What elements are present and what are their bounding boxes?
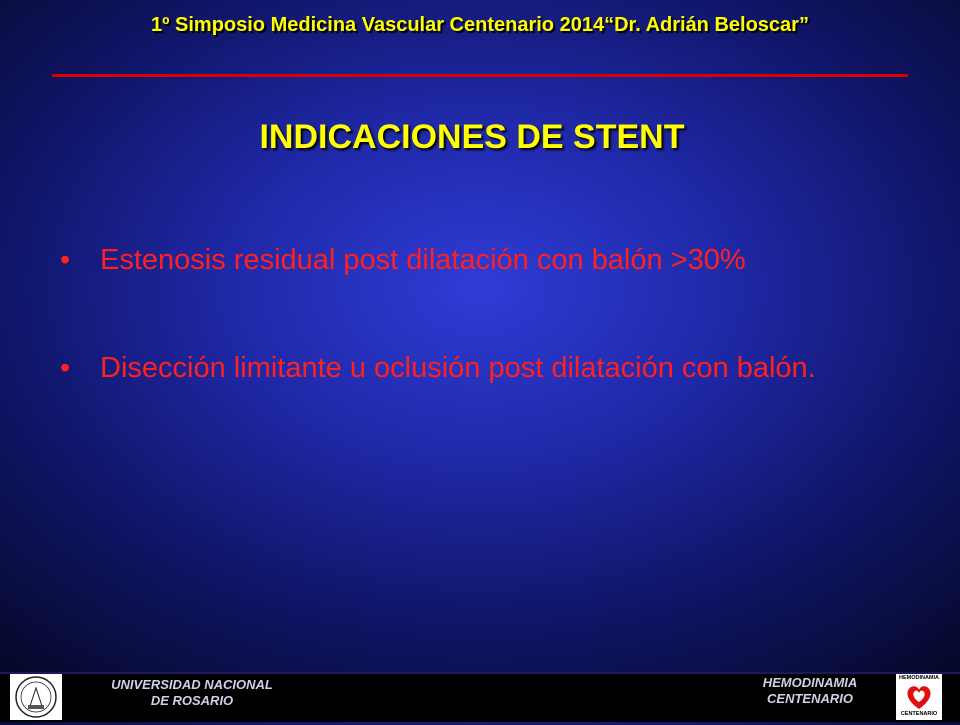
bullet-text: Estenosis residual post dilatación con balón >30% [100,244,746,276]
university-line-2: DE ROSARIO [150,693,234,708]
bullet-item [60,346,832,390]
bullet-marker: • [60,244,71,276]
hemodinamia-line-1: HEMODINAMIA [762,675,858,690]
bullet-item [60,238,832,282]
bullet-text: Disección limitante u oclusión post dilatación con balón. [100,352,816,384]
slide-title: INDICACIONES DE STENT [259,118,685,156]
university-line-1: UNIVERSIDAD NACIONAL [111,677,273,692]
logo-label-bottom: CENTENARIO [900,711,938,717]
logo-label-top: HEMODINAMIA [898,675,940,681]
bullet-list [60,238,832,454]
header-divider [52,74,908,77]
conference-header: 1º Simposio Medicina Vascular Centenario 2014“Dr. Adrián Beloscar” [151,14,809,36]
heart-logo-icon [896,674,942,720]
hemodinamia-line-2: CENTENARIO [767,691,853,706]
university-seal-icon [10,674,62,720]
university-name [82,677,302,709]
bullet-marker: • [60,352,71,384]
hemodinamia-name [740,675,880,707]
